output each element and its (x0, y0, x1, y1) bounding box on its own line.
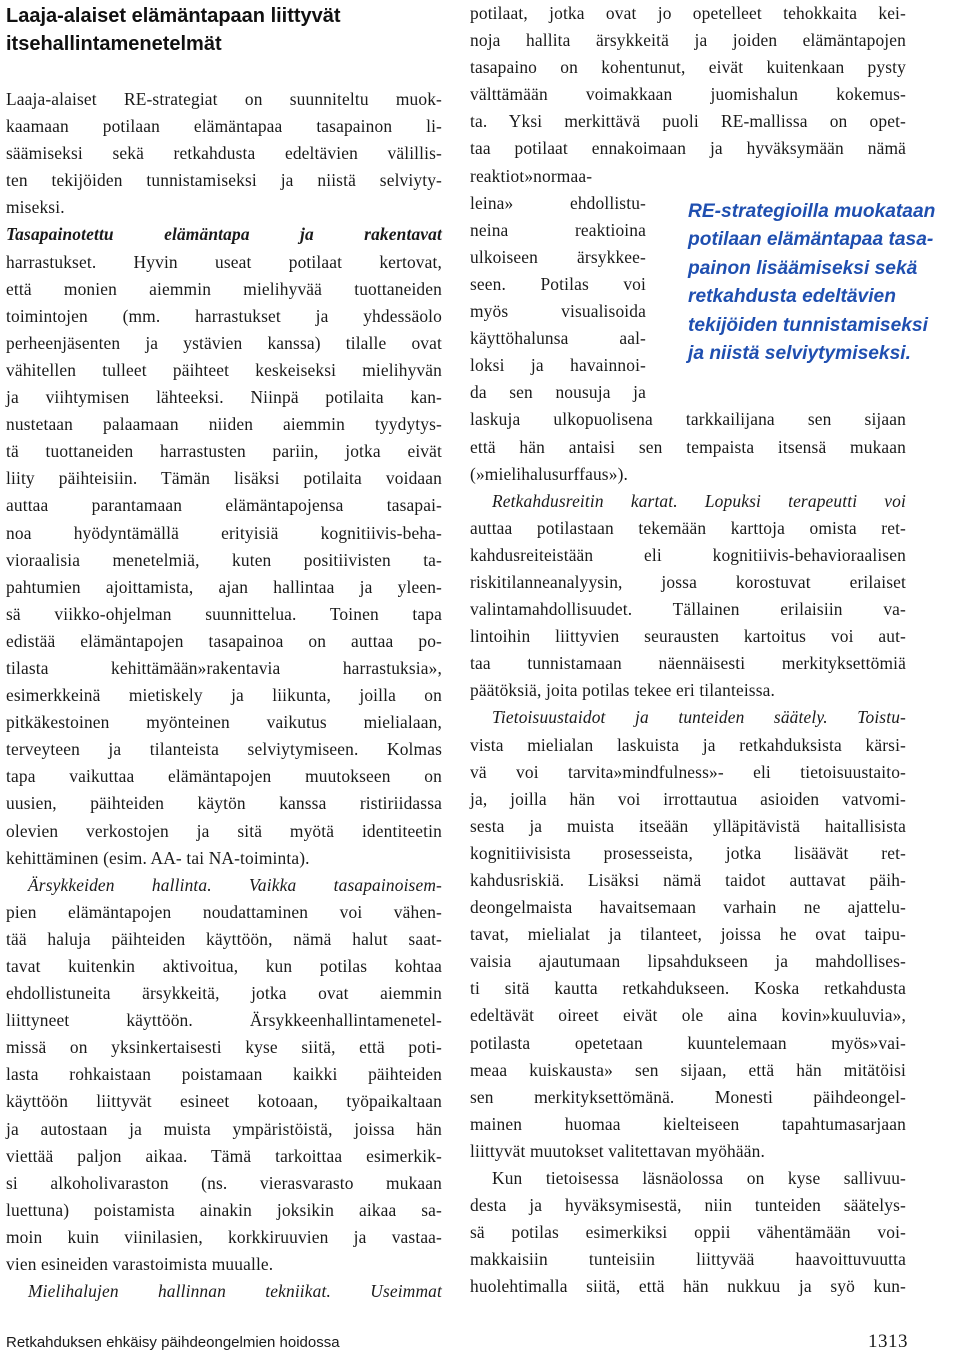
text-line: harrastukset. Hyvin useat potilaat kertovat, (6, 251, 442, 272)
text-line: tää haluja päihteiden käyttöön, nämä halut saat- (6, 928, 442, 949)
text-line: ja viihtymisen lähteeksi. Niinpä potilaita kan- (6, 387, 442, 408)
text-line: seen. Potilas voi (470, 273, 646, 294)
text-line: potilasta opetetaan kuuntelemaan myös»vai- (470, 1032, 906, 1053)
text-line: lasta rohkaistaan poistamaan kaikki päihteiden (6, 1064, 442, 1085)
text-line: nustetaan palaamaan niiden aiemmin tyydytys- (6, 414, 442, 435)
text-line: neina reaktioina (470, 219, 646, 240)
text-line: moin kuin viinilasien, korkkiruuvien ja vastaa- (6, 1226, 442, 1247)
text-line: lintoihin liittyvien seurausten kartoitus voi aut- (470, 626, 906, 647)
text-line: kahdusriskiä. Lisäksi nämä taidot auttavat päih- (470, 870, 906, 890)
text-line: luettuna) poistamista ainakin joksikin aikaa sa- (6, 1199, 442, 1220)
text-line: taa tunnistamaan näennäisesti merkityksettömiä (470, 653, 906, 674)
text-line: tavat kuitenkin aktivoitua, kun potilas kohtaa (6, 956, 442, 976)
text-line: taa potilaat ennakoimaan ja hyväksymään nämä (470, 138, 906, 159)
text-line: desta ja hyväksymisestä, niin tunteiden säätelys- (470, 1195, 906, 1216)
text-line: tilasta kehittämään»rakentavia harrastuksia», (6, 657, 442, 678)
text-line: Tietoisuustaidot ja tunteiden säätely. Toistu- (492, 707, 906, 728)
text-line: missä on yksinkertaisesti kyse siitä, että poti- (6, 1037, 442, 1058)
text-line: Mielihalujen hallinnan tekniikat. Useimmat (28, 1281, 442, 1302)
text-line: että monien aiemmin mielihyvää tuottaneiden (6, 278, 442, 299)
left-body-text (6, 86, 442, 1305)
subheading-line (6, 221, 442, 248)
text-line: myös visualisoida (470, 301, 646, 322)
pull-quote-line: RE-strategioilla muokataan (688, 201, 936, 222)
text-line: loksi ja havainnoi- (470, 355, 646, 376)
pull-quote (688, 198, 956, 368)
pull-quote-line: tekijöiden tunnistamiseksi (688, 314, 928, 336)
text-line: vaisia ajautumaan lipsahdukseen ja mahdollises- (470, 951, 906, 972)
text-line: Laaja-alaiset RE-strategiat on suunniteltu muok- (6, 89, 442, 109)
text-line: pitkäkestoinen myönteinen vaikutus mielialaan, (6, 712, 442, 733)
text-line: meaa kuiskausta» sen sijaan, että hän mitätöisi (470, 1059, 906, 1080)
text-line: laskuja ulkopuolisena tarkkailijana sen sijaan (470, 409, 906, 430)
heading-line: itsehallintamenetelmät (6, 33, 222, 55)
text-line: säämiseksi sekä retkahdusta edeltävien välillis- (6, 143, 442, 164)
text-line: ten tekijöiden tunnistamiseksi ja niistä selviyty- (6, 170, 442, 191)
left-column (6, 0, 442, 1305)
text-line: sesta ja muista itseään ylläpitävistä haitallisista (470, 815, 906, 836)
text-line: pahtumien ajoittamista, ajan hallintaa ja yleen- (6, 576, 442, 597)
text-line: käyttöön liittyvät esineet kotoaan, työpaikaltaan (6, 1091, 442, 1112)
pull-quote-line: painon lisäämiseksi sekä (688, 257, 918, 279)
page-number: 1313 (868, 1331, 908, 1352)
section-heading (6, 0, 442, 58)
text-line: kahdusreiteistään eli kognitiivis-behavioraalisen (470, 544, 906, 565)
text-line: edistää elämäntapojen tasapainoa on auttaa po- (6, 630, 442, 651)
text-line: ti sitä kautta retkahdukseen. Koska retkahdusta (470, 978, 906, 999)
text-line: vioraalisia menetelmiä, kuten positiivisten ta- (6, 549, 442, 570)
text-line: leina» ehdollistu- (470, 192, 646, 213)
text-line: liittyneet käyttöön. Ärsykkeenhallintamenetel- (6, 1010, 442, 1031)
text-line: riskitilanneanalyysin, jossa korostuvat erilaiset (470, 571, 906, 592)
text-line: ulkoiseen ärsykkee- (470, 246, 646, 267)
text-line: noja hallita ärsykkeitä ja joiden elämäntapojen (470, 30, 906, 51)
text-line: terveyteen ja tilanteista selviytymiseen. Kolmas (6, 739, 442, 760)
text-line: vista mielialan laskuista ja retkahduksista kärsi- (470, 734, 906, 755)
running-footer-title: Retkahduksen ehkäisy päihdeongelmien hoidossa (6, 1334, 340, 1351)
text-line: si alkoholivaraston (ns. vierasvarasto mukaan (6, 1172, 442, 1193)
text-line: potilaat, jotka ovat jo opetelleet tehokkaita kei- (470, 3, 906, 23)
text-line: vähitellen tulleet päihteet keskeiseksi mielihyvän (6, 359, 442, 380)
text-line: olevien verkostojen ja sitä myötä identiteetin (6, 820, 442, 841)
text-line: esimerkkeinä mietiskely ja liikunta, joilla on (6, 685, 442, 706)
pull-quote-line: ja niistä selviytymiseksi. (688, 343, 911, 365)
text-line: että hän antaisi sen tempaista itsensä mukaan (470, 436, 906, 457)
text-line: tasapaino on kohentunut, eivät kuitenkaan pysty (470, 57, 906, 78)
text-line: sen merkityksettömänä. Monesti päihdeongel- (470, 1086, 906, 1107)
text-line: edeltävät oireet eivät ole aina kovin»kuuluvia», (470, 1005, 906, 1026)
text-line: reaktiot»normaa- (470, 165, 593, 186)
pull-quote-line: potilaan elämäntapaa tasa- (688, 229, 934, 251)
text-line: mainen huomaa kielteiseen tapahtumasarjaan (470, 1113, 906, 1134)
text-line: sä viikko-ohjelman suunnittelua. Toinen tapa (6, 603, 442, 624)
text-line: toimintojen (mm. harrastukset ja yhdessäolo (6, 305, 442, 326)
text-line: käyttöhalunsa aal- (470, 328, 646, 349)
text-line: makkaisiin tunteisiin liittyvää haavoittuvuutta (470, 1249, 906, 1270)
text-line: tapa vaikuttaa elämäntapojen muutokseen on (6, 766, 442, 787)
text-line: kaamaan potilaan elämäntapaa tasapainon li- (6, 116, 442, 137)
text-line: ehdollistuneita ärsykkeitä, jotka ovat aiemmin (6, 983, 442, 1004)
right-column (470, 0, 906, 1301)
text-line: auttaa parantamaan elämäntapojensa tasapai- (6, 495, 442, 516)
text-line: vien esineiden varastoimista muualle. (6, 1254, 274, 1275)
text-line: deongelmaista havaitsemaan varhain ne ajattelu- (470, 897, 906, 918)
text-line: pien elämäntapojen noudattaminen voi vähen- (6, 901, 442, 922)
heading-line: Laaja-alaiset elämäntapaan liittyvät (6, 5, 341, 27)
text-line: tä tuottaneiden harrastusten pariin, jotka eivät (6, 441, 442, 462)
text-line: auttaa potilastaan tekemään karttoja omista ret- (470, 517, 906, 538)
text-line: kognitiivisista prosesseista, jotka lisäävät ret- (470, 842, 906, 863)
text-line: huolehtimalla siitä, että hän nukkuu ja syö kun- (470, 1276, 906, 1297)
text-line: päätöksiä, joita potilas tekee eri tilanteissa. (470, 680, 776, 701)
spacer (6, 58, 442, 70)
text-line: kehittäminen (esim. AA- tai NA-toiminta). (6, 847, 310, 868)
text-line: ja autostaan ja muista ympäristöistä, joissa hän (6, 1118, 442, 1139)
text-line: ja, joilla hän voi irrottautua asioiden vatvomi- (470, 788, 906, 809)
text-line: ta. Yksi merkittävä puoli RE-mallissa on opet- (470, 111, 906, 132)
text-line: tavat, mielialat ja tilanteet, joissa he ovat taipu- (470, 924, 906, 945)
text-line: liittyvät muutokset valitettavan myöhään. (470, 1140, 765, 1161)
text-line: Kun tietoisessa läsnäolossa on kyse sallivuu- (492, 1168, 906, 1189)
text-line: valintamahdollisuudet. Tällainen erilaisiin va- (470, 599, 906, 620)
spacer (6, 70, 442, 82)
text-line: da sen nousuja ja (470, 382, 646, 403)
text-line: noa hyödyntämällä erityisiä kognitiivis-beha- (6, 522, 442, 543)
text-line: vä voi tarvita»mindfulness»- eli tietoisuustaito- (470, 761, 906, 782)
text-line: miseksi. (6, 197, 65, 218)
text-line: välttämään voimakkaan juomishalun kokemus- (470, 84, 906, 105)
subheading: Tasapainotettu elämäntapa ja rakentavat (6, 224, 442, 245)
text-line: Retkahdusreitin kartat. Lopuksi terapeutti voi (492, 490, 906, 511)
text-line: (»mielihalusurffaus»). (470, 463, 629, 484)
text-line: sä potilas esimerkiksi oppii vähentämään voi- (470, 1222, 906, 1243)
pull-quote-line: retkahdusta edeltävien (688, 286, 896, 308)
text-line: liity päihteisiin. Tämän lisäksi potilaita voidaan (6, 468, 442, 489)
text-line: perheenjäsenten ja ystävien kanssa) tilalle ovat (6, 332, 442, 353)
text-line: Ärsykkeiden hallinta. Vaikka tasapainoisem- (28, 874, 442, 895)
text-line: viettää paljon aikaa. Tämä tarkoittaa esimerkik- (6, 1145, 442, 1166)
text-line: uusien, päihteiden käytön kanssa ristiriidassa (6, 793, 442, 814)
